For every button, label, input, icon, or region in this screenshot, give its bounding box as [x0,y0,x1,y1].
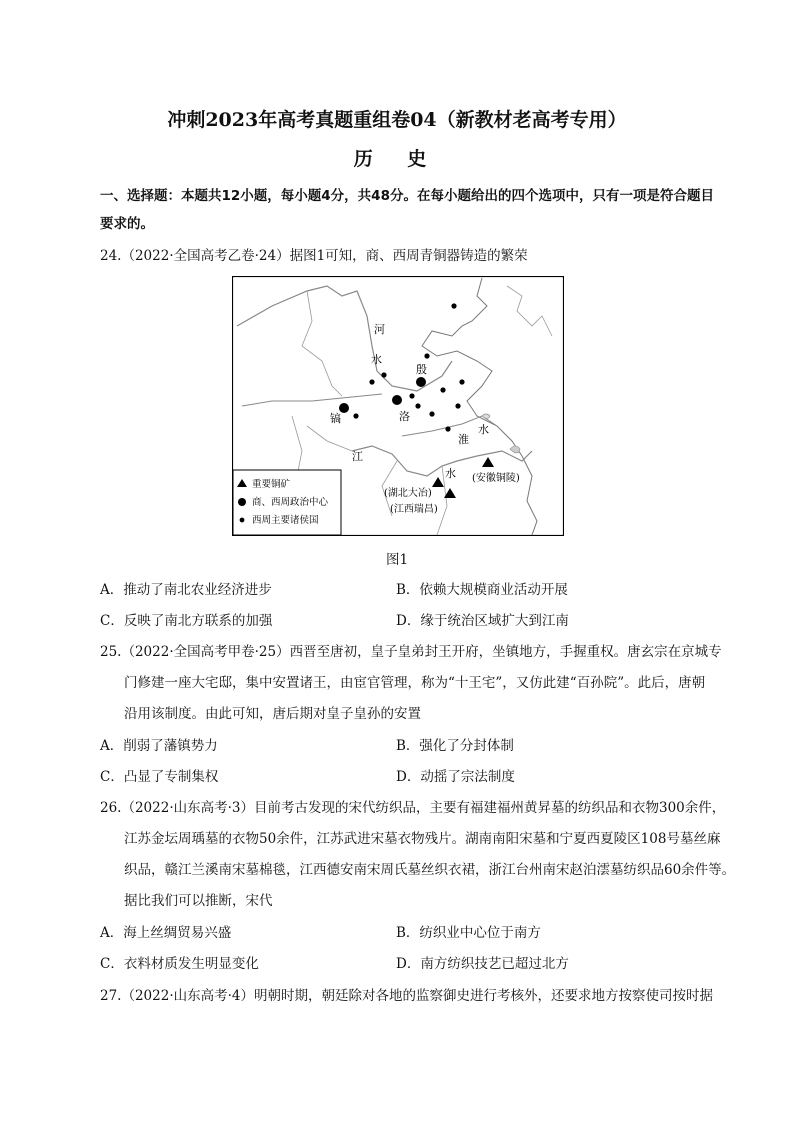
q24-option-b[interactable]: B．依赖大规模商业活动开展 [396,582,568,598]
q26-option-a[interactable]: A．海上丝绸贸易兴盛 [100,925,232,941]
page-title: 冲刺2023年高考真题重组卷04（新教材老高考专用） [167,109,627,131]
q24-stem: 24.（2022·全国高考乙卷·24）据图1可知，商、西周青铜器铸造的繁荣 [100,248,528,264]
figure-caption: 图1 [385,552,409,568]
label-gao: 镐 [330,412,341,425]
q26-option-c[interactable]: C．衣料材质发生明显变化 [100,956,259,972]
q26-stem-line4: 据比我们可以推断，宋代 [124,893,273,909]
q26-stem-line3: 织品，赣江兰溪南宋墓棉毯，江西德安南宋周氏墓丝织衣裙，浙江台州南宋赵泊澐墓纺织品60余件等。 [124,862,736,878]
q27-stem-line1: 27.（2022·山东高考·4）明朝时期，朝廷除对各地的监察御史进行考核外，还要求地方按察使司按时据 [100,988,713,1004]
subject-title: 历 史 [353,148,441,170]
label-he: 河 [374,323,385,336]
label-huai: 淮 [458,433,469,446]
legend-center: 商、西周政治中心 [252,497,329,508]
legend-mine: 重要铜矿 [252,479,291,490]
q25-stem-line1: 25.（2022·全国高考甲卷·25）西晋至唐初，皇子皇弟封王开府，坐镇地方，手握重权。唐玄宗在京城专 [100,644,722,660]
q25-option-d[interactable]: D．动摇了宗法制度 [396,769,515,785]
q26-option-b[interactable]: B．纺织业中心位于南方 [396,925,541,941]
bronze-map-figure [232,276,564,536]
q24-option-c[interactable]: C．反映了南北方联系的加强 [100,613,273,629]
center-luo [392,395,402,405]
q26-stem-line2: 江苏金坛周瑀墓的衣物50余件，江苏武进宋墓衣物残片。湖南南阳宋墓和宁夏西夏陵区108号墓丝麻 [124,831,721,847]
label-jiangxi: (江西瑞昌) [390,504,438,515]
section-heading-line1: 一、选择题：本题共12小题，每小题4分，共48分。在每小题给出的四个选项中，只有一项是符合题目 [100,188,714,204]
q25-option-a[interactable]: A．削弱了藩镇势力 [100,738,218,754]
q25-option-b[interactable]: B．强化了分封体制 [396,738,514,754]
q26-stem-line1: 26.（2022·山东高考·3）目前考古发现的宋代纺织品，主要有福建福州黄昇墓的纺织品和衣物300余件， [100,800,726,816]
q24-option-a[interactable]: A．推动了南北农业经济进步 [100,582,272,598]
label-shui1: 水 [371,353,382,366]
label-luo: 洛 [399,410,410,423]
label-jiang: 江 [352,450,363,463]
label-hubei: (湖北大冶) [384,488,432,499]
label-anhui: (安徽铜陵) [472,473,520,484]
label-yin: 殷 [416,363,427,376]
section-heading-line2: 要求的。 [100,216,154,232]
q24-option-d[interactable]: D．缘于统治区域扩大到江南 [396,613,569,629]
q26-option-d[interactable]: D．南方纺织技艺已超过北方 [396,956,569,972]
q25-stem-line3: 沿用该制度。由此可知，唐后期对皇子皇孙的安置 [124,706,421,722]
label-shui3: 水 [445,467,456,480]
q25-option-c[interactable]: C．凸显了专制集权 [100,769,219,785]
q25-stem-line2: 门修建一座大宅邸，集中安置诸王，由宦官管理，称为“十王宅”，又仿此建“百孙院”。此后，唐朝 [124,675,706,691]
map-legend [233,470,341,535]
center-yin [416,377,426,387]
label-shui2: 水 [478,423,489,436]
legend-vassal: 西周主要诸侯国 [252,515,319,526]
